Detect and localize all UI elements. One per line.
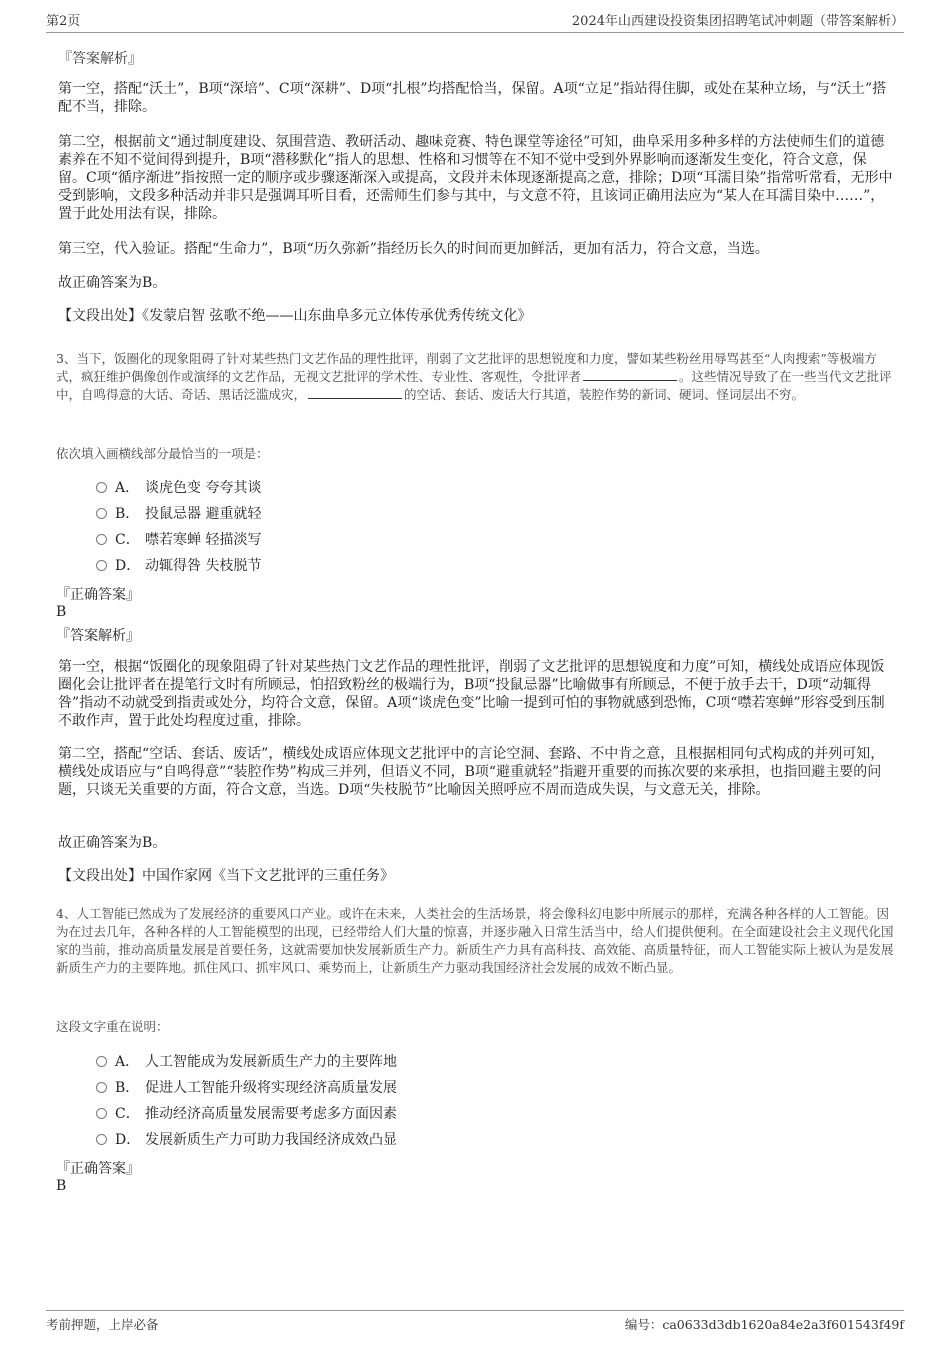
radio-icon[interactable] — [96, 1108, 107, 1119]
q4-option-c-letter: C． — [115, 1106, 140, 1122]
q4-option-b-letter: B． — [115, 1080, 140, 1096]
q2-analysis-p2: 第二空，根据前文“通过制度建设、氛围营造、教研活动、趣味竞赛、特色课堂等途径”可知，曲阜采用多种多样的方法使师生们的道德素养在不知不觉间得到提升，B项“潜移默化”指人的思想、性格和习惯等在不知不觉中受到外界影响而逐渐发生变化，符合文意，保留。C项“循序渐进”指按照一定的顺序或步骤逐渐深入或提高，文段并未体现逐渐提高之意，排除；D项“耳濡目染”指常听常看，无形中受到影响，文段多种活动并非只是强调耳听目看，还需师生们参与其中，与文意不符，且该词正确用法应为“某人在耳濡目染中……”，置于此处用法有误，排除。 — [58, 134, 893, 222]
q4-option-c[interactable] — [96, 1104, 397, 1124]
q3-option-a-text: 谈虎色变 夸夸其谈 — [145, 480, 262, 496]
q3-conclusion: 故正确答案为B。 — [58, 835, 167, 851]
q4-correct-answer: B — [56, 1178, 67, 1194]
q4-option-a-letter: A． — [115, 1054, 140, 1070]
q4-correct-label: 『正确答案』 — [56, 1161, 140, 1177]
q4-option-a-text: 人工智能成为发展新质生产力的主要阵地 — [145, 1054, 397, 1070]
radio-icon[interactable] — [96, 1082, 107, 1093]
radio-icon[interactable] — [96, 1056, 107, 1067]
q3-option-b[interactable] — [96, 504, 261, 524]
q3-blank-2 — [308, 386, 402, 399]
radio-icon[interactable] — [96, 1134, 107, 1145]
q3-analysis-p1: 第一空，根据“饭圈化的现象阻碍了针对某些热门文艺作品的理性批评，削弱了文艺批评的思想锐度和力度”可知，横线处成语应体现饭圈化会让批评者在提笔行文时有所顾忌，怕招致粉丝的极端行为，B项“投鼠忌器”比喻做事有所顾忌，不便于放手去干，D项“动辄得咎”指动不动就受到指责或处分，均符合文意，保留。A项“谈虎色变”比喻一提到可怕的事物就感到恐怖，C项“噤若寒蝉”形容受到压制不敢作声，置于此处均程度过重，排除。 — [58, 659, 885, 729]
radio-icon[interactable] — [96, 560, 107, 571]
radio-icon[interactable] — [96, 534, 107, 545]
q2-source: 【文段出处】《发蒙启智 弦歌不绝——山东曲阜多元立体传承优秀传统文化》 — [58, 308, 532, 324]
q3-stem — [56, 350, 894, 404]
q3-stem-part-a: 3、当下，饭圈化的现象阻碍了针对某些热门文艺作品的理性批评，削弱了文艺批评的思想锐度和力度，譬如某些粉丝用辱骂甚至“人肉搜索”等极端方式，疯狂维护偶像创作或演绎的文艺作品，无视文艺批评的学术性、专业性、客观性，令批评者 — [56, 351, 877, 384]
q3-source: 【文段出处】中国作家网《当下文艺批评的三重任务》 — [58, 868, 394, 884]
q3-option-c-letter: C． — [115, 532, 140, 548]
q4-ask: 这段文字重在说明： — [56, 1019, 169, 1034]
q3-option-b-text: 投鼠忌器 避重就轻 — [145, 506, 262, 522]
q4-option-a[interactable] — [96, 1052, 397, 1072]
q3-analysis-label: 『答案解析』 — [56, 628, 140, 644]
q3-option-d[interactable] — [96, 556, 261, 576]
q3-analysis-p2: 第二空，搭配“空话、套话、废话”，横线处成语应体现文艺批评中的言论空洞、套路、不中肯之意，且根据相同句式构成的并列可知，横线处成语应与“自鸣得意”“装腔作势”构成三并列，但语义不同，B项“避重就轻”指避开重要的而拣次要的来承担，也指回避主要的问题，只谈无关重要的方面，符合文意，当选。D项“失枝脱节”比喻因关照呼应不周而造成失误，与文意无关，排除。 — [58, 746, 885, 798]
q3-option-d-letter: D． — [115, 558, 141, 574]
q2-analysis-label: 『答案解析』 — [58, 51, 142, 67]
radio-icon[interactable] — [96, 508, 107, 519]
q3-stem-part-c: 的空话、套话、废话大行其道，装腔作势的新词、硬词、怪词层出不穷。 — [404, 387, 805, 402]
q2-analysis-p3: 第三空，代入验证。搭配“生命力”，B项“历久弥新”指经历长久的时间而更加鲜活，更加有活力，符合文意，当选。 — [58, 241, 769, 257]
q3-correct-label: 『正确答案』 — [56, 587, 140, 603]
q3-correct-answer: B — [56, 604, 67, 620]
q4-option-d-letter: D． — [115, 1132, 141, 1148]
document-title: 2024年山西建设投资集团招聘笔试冲刺题（带答案解析） — [571, 14, 904, 29]
q3-option-c[interactable] — [96, 530, 261, 550]
q3-blank-1 — [583, 368, 677, 381]
page-header — [46, 10, 904, 33]
q4-option-c-text: 推动经济高质量发展需要考虑多方面因素 — [145, 1106, 397, 1122]
q4-option-b-text: 促进人工智能升级将实现经济高质量发展 — [145, 1080, 397, 1096]
q4-stem: 4、人工智能已然成为了发展经济的重要风口产业。或许在未来，人类社会的生活场景，将会像科幻电影中所展示的那样，充满各种各样的人工智能。因为在过去几年，各种各样的人工智能模型的出现，已经带给人们大量的惊喜，并逐步融入日常生活当中，给人们提供便利。在全面建设社会主义现代化国家的当前，推动高质量发展是首要任务，这就需要加快发展新质生产力。新质生产力具有高科技、高效能、高质量特征，而人工智能实际上被认为是发展新质生产力的主要阵地。抓住风口、抓牢风口、乘势而上，让新质生产力驱动我国经济社会发展的成效不断凸显。 — [56, 906, 894, 975]
q2-analysis-p1: 第一空，搭配“沃土”，B项“深培”、C项“深耕”、D项“扎根”均搭配恰当，保留。A项“立足”指站得住脚，或处在某种立场，与“沃土”搭配不当，排除。 — [58, 81, 887, 115]
q3-option-c-text: 噤若寒蝉 轻描淡写 — [145, 532, 262, 548]
page-footer — [46, 1310, 904, 1336]
q3-option-d-text: 动辄得咎 失枝脱节 — [145, 558, 262, 574]
q3-option-a-letter: A． — [115, 480, 140, 496]
q4-option-d[interactable] — [96, 1130, 397, 1150]
q2-conclusion: 故正确答案为B。 — [58, 275, 167, 291]
radio-icon[interactable] — [96, 482, 107, 493]
page-number-label: 第2页 — [46, 14, 81, 29]
q3-option-a[interactable] — [96, 478, 261, 498]
footer-serial: 编号：ca0633d3db1620a84e2a3f601543f49f — [624, 1317, 904, 1332]
footer-slogan: 考前押题，上岸必备 — [46, 1317, 159, 1332]
q3-stem-part-b: 。这些情况导致了在一些当代文艺批评中，自鸣得意的大话、奇话、黑话泛滥成灾， — [56, 369, 892, 402]
q3-ask: 依次填入画横线部分最恰当的一项是： — [56, 446, 269, 461]
q4-option-b[interactable] — [96, 1078, 397, 1098]
q3-option-b-letter: B． — [115, 506, 140, 522]
q4-option-d-text: 发展新质生产力可助力我国经济成效凸显 — [145, 1132, 397, 1148]
